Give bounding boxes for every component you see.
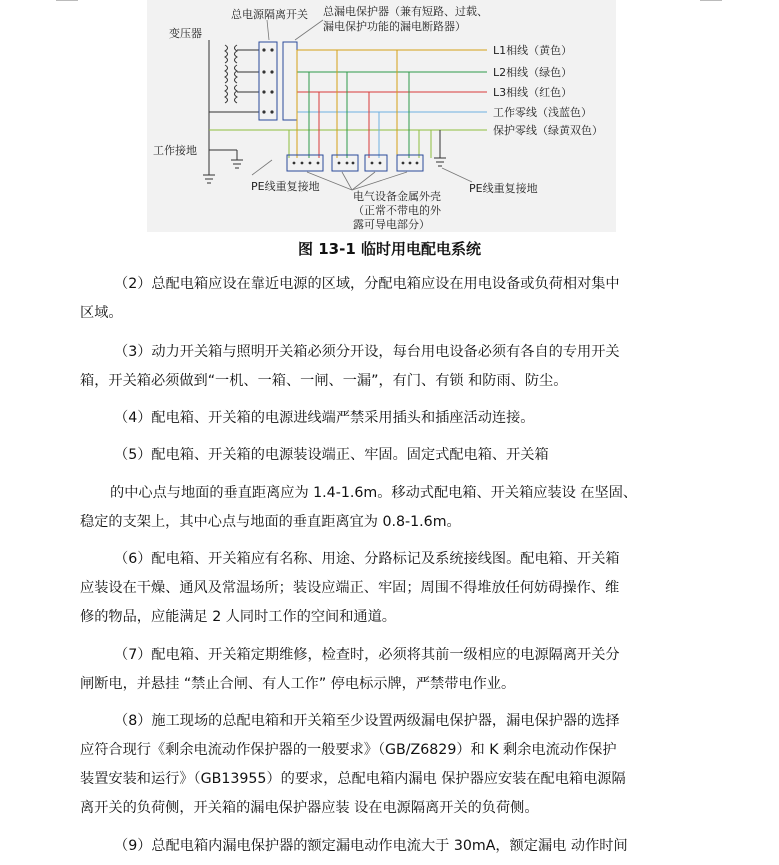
paragraph-line: （5）配电箱、开关箱的电源装设端正、牢固。固定式配电箱、开关箱 [114,447,549,463]
label-l2: L2相线（绿色） [493,66,573,79]
paragraph-line: 应装设在干燥、通风及常温场所；装设应端正、牢固；周围不得堆放任何妨碍操作、维 [80,580,620,596]
paragraph-8 [80,707,684,823]
equipment-terminals [293,162,419,165]
isolator-contacts [262,48,273,113]
page-corner-mark [56,0,78,4]
paragraph-7 [80,641,684,699]
paragraph-2 [80,270,684,328]
label-neutral: 工作零线（浅蓝色） [493,106,592,119]
transformer-symbol [203,40,259,183]
paragraph-line: （6）配电箱、开关箱应有名称、用途、分路标记及系统接线图。配电箱、开关箱 [114,551,620,567]
label-l3: L3相线（红色） [493,86,573,99]
paragraph-line: 应符合现行《剩余电流动作保护器的一般要求》（GB/Z6829）和 K 剩余电流动作保护 [80,742,617,758]
label-main-isolator: 总电源隔离开关 [231,8,308,21]
paragraph-4 [80,404,684,433]
paragraph-3 [80,338,684,396]
paragraph-5 [80,441,684,470]
label-rcd-line1: 总漏电保护器（兼有短路、过载、 [323,5,488,18]
paragraph-line: 闸断电，并悬挂 “禁止合闸、有人工作” 停电标示牌，严禁带电作业。 [80,676,516,692]
paragraph-line: 箱，开关箱必须做到“一机、一箱、一闸、一漏”，有门、有锁 和防雨、防尘。 [80,373,568,389]
label-transformer: 变压器 [169,27,202,40]
page-corner-mark [700,0,722,4]
label-work-ground: 工作接地 [153,144,197,157]
diagram-svg [147,0,616,232]
distribution-diagram [147,0,616,232]
load-drops [289,50,431,158]
paragraph-line: 离开关的负荷侧，开关箱的漏电保护器应装 设在电源隔离开关的负荷侧。 [80,800,539,816]
label-enclosure-2: （正常不带电的外 [353,204,441,217]
paragraph-line: 装置安装和运行》（GB13955）的要求，总配电箱内漏电 保护器应安装在配电箱电源隔 [80,771,626,787]
label-rcd-line2: 漏电保护功能的漏电断路器） [323,20,466,33]
label-enclosure-3: 露可导电部分） [353,218,430,231]
paragraph-line: （9）总配电箱内漏电保护器的额定漏电动作电流大于 30mA，额定漏电 动作时间 [114,838,628,854]
paragraph-6 [80,545,684,632]
leader-lines [252,20,472,190]
paragraph-line: 的中心点与地面的垂直距离应为 1.4-1.6m。移动式配电箱、开关箱应装设 在坚固、 [110,485,638,501]
paragraph-9 [80,832,684,861]
paragraph-line: （2）总配电箱应设在靠近电源的区域，分配电箱应设在用电设备或负荷相对集中 [114,276,620,292]
label-enclosure-1: 电气设备金属外壳 [353,190,441,203]
paragraph-line: 稳定的支架上，其中心点与地面的垂直距离宜为 0.8-1.6m。 [80,514,461,530]
main-isolator-box [259,42,277,120]
label-pe-reground-left: PE线重复接地 [251,180,320,193]
paragraph-line: （4）配电箱、开关箱的电源进线端严禁采用插头和插座活动连接。 [114,410,535,426]
paragraph-line: （7）配电箱、开关箱定期维修，检查时，必须将其前一级相应的电源隔离开关分 [114,647,620,663]
paragraph-line: （3）动力开关箱与照明开关箱必须分开设，每台用电设备必须有各自的专用开关 [114,344,620,360]
paragraph-line: 区域。 [80,305,123,321]
figure-caption: 图 13-1 临时用电配电系统 [298,240,481,258]
label-pe-reground-right: PE线重复接地 [469,182,538,195]
bus-lines [209,50,487,150]
paragraph-line: （8）施工现场的总配电箱和开关箱至少设置两级漏电保护器，漏电保护器的选择 [114,713,620,729]
paragraph-5-continued [80,479,684,537]
main-rcd-box [283,42,297,120]
paragraph-line: 修的物品，应能满足 2 人同时工作的空间和通道。 [80,609,396,625]
label-pe: 保护零线（绿黄双色） [493,124,603,137]
label-l1: L1相线（黄色） [493,44,573,57]
